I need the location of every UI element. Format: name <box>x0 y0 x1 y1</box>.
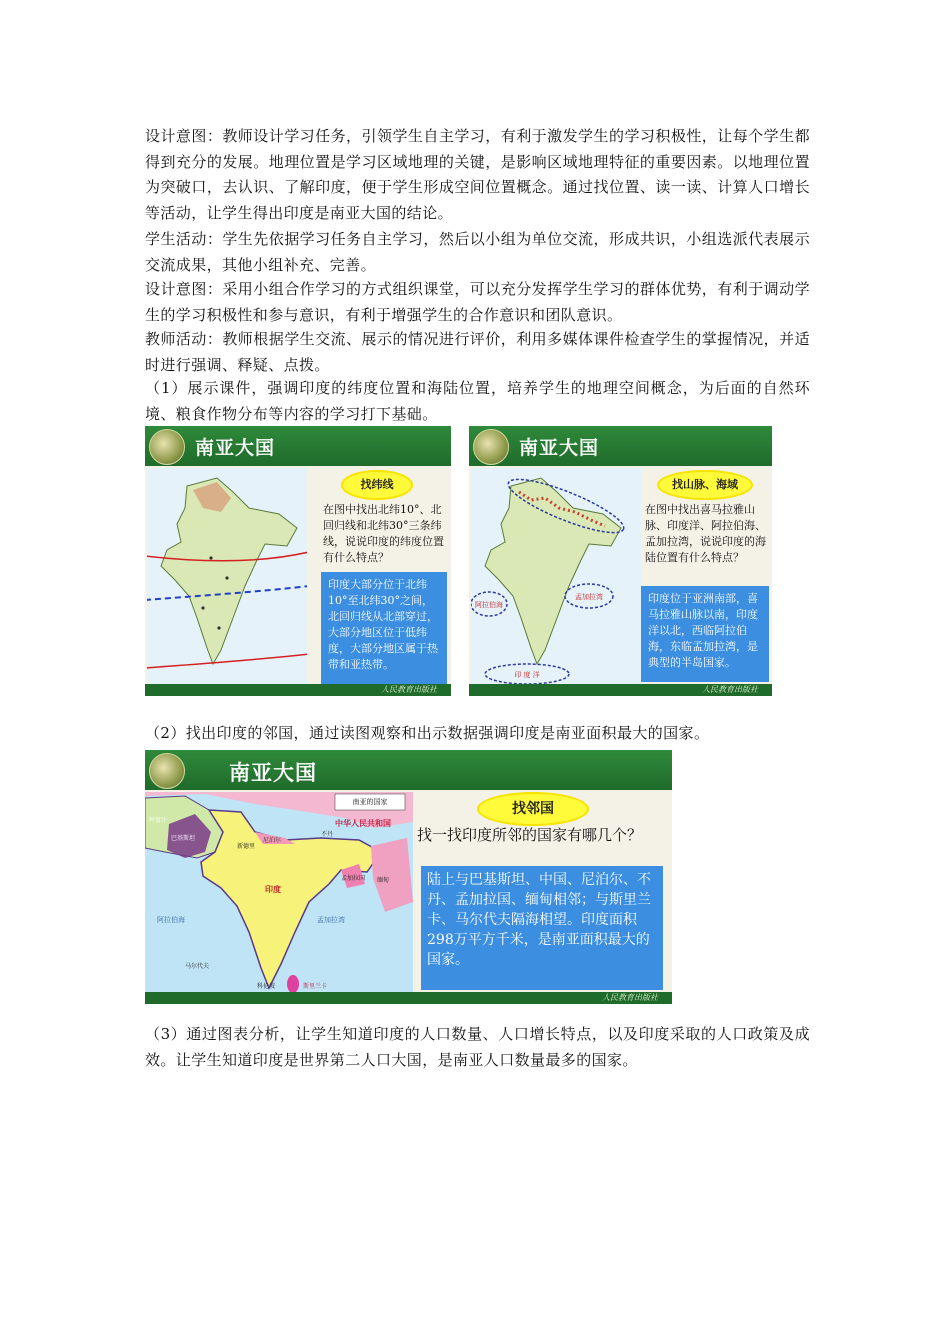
slide-footer <box>145 992 672 1004</box>
slide-neighbors <box>145 750 672 1004</box>
publisher-label: 人民教育出版社 <box>602 993 658 1002</box>
south-asia-countries-map <box>145 792 413 996</box>
slide-header <box>145 426 451 466</box>
map-label-new-delhi: 新德里 <box>237 843 256 850</box>
map-label-arabian-sea: 阿拉伯海 <box>475 601 503 609</box>
slide-title: 南亚大国 <box>195 437 276 459</box>
map-label-colombo: 科伦坡 <box>257 983 276 990</box>
slide-answer: 印度大部分位于北纬10°至北纬30°之间，北回归线从北部穿过，大部分地区位于低纬度，大部分地区属于热带和亚热带。 <box>321 572 447 684</box>
paragraph-teacher-activity: 教师活动：教师根据学生交流、展示的情况进行评价，利用多媒体课件检查学生的掌握情况，并适时进行强调、释疑、点拨。 <box>145 330 810 374</box>
map-title: 南亚的国家 <box>352 798 388 806</box>
map-label-maldives: 马尔代夫 <box>185 963 210 970</box>
india-latitude-map <box>147 468 307 684</box>
slide-logo-icon <box>473 429 509 465</box>
slide-question: 在图中找出北纬10°、北回归线和北纬30°三条纬线，说说印度的纬度位置有什么特点？ <box>323 503 444 564</box>
slide-footer <box>145 684 451 696</box>
paragraph-step-1: （1）展示课件，强调印度的纬度位置和海陆位置，培养学生的地理空间概念，为后面的自然环境、粮食作物分布等内容的学习打下基础。 <box>145 379 810 423</box>
slide-logo-icon <box>149 753 185 789</box>
slide-latitude <box>145 426 451 696</box>
map-label-pakistan: 巴基斯坦 <box>171 835 196 842</box>
slide-question: 在图中找出喜马拉雅山脉、印度洋、阿拉伯海、孟加拉湾，说说印度的海陆位置有什么特点？ <box>645 503 766 564</box>
map-label-bhutan: 不丹 <box>321 831 334 838</box>
map-label-india: 印度 <box>265 885 281 894</box>
map-label-bangladesh: 孟加拉国 <box>341 875 366 882</box>
slide-bubble: 找山脉、海域 <box>657 470 753 500</box>
slide-answer: 陆上与巴基斯坦、中国、尼泊尔、不丹、孟加拉国、缅甸相邻；与斯里兰卡、马尔代夫隔海相望。印度面积298万平方千米，是南亚面积最大的国家。 <box>421 866 663 990</box>
publisher-label: 人民教育出版社 <box>702 685 758 694</box>
map-label-arabian-sea: 阿拉伯海 <box>157 916 185 924</box>
slide-footer <box>469 684 772 696</box>
paragraph-design-intent-1: 设计意图：教师设计学习任务，引领学生自主学习，有利于激发学生的学习积极性，让每个学生都得到充分的发展。地理位置是学习区域地理的关键，是影响区域地理特征的重要因素。以地理位置为突破口，去认识、了解印度，便于学生形成空间位置概念。通过找位置、读一读、计算人口增长等活动，让学生得出印度是南亚大国的结论。 <box>145 127 810 222</box>
slide-question: 找一找印度所邻的国家有哪几个？ <box>417 826 643 844</box>
map-label-bay-of-bengal: 孟加拉湾 <box>317 916 345 924</box>
slide-answer: 印度位于亚洲南部，喜马拉雅山脉以南，印度洋以北，西临阿拉伯海，东临孟加拉湾，是典型的半岛国家。 <box>641 586 769 682</box>
slide-logo-icon <box>149 429 185 465</box>
map-label-nepal: 尼泊尔 <box>263 837 282 844</box>
slide-title: 南亚大国 <box>519 437 600 459</box>
publisher-label: 人民教育出版社 <box>381 685 437 694</box>
map-label-indian-ocean: 印 度 洋 <box>514 671 540 679</box>
slide-sea-land <box>469 426 772 696</box>
map-label-afghanistan: 阿富汗 <box>149 817 168 824</box>
slide-header <box>469 426 772 466</box>
paragraph-step-3: （3）通过图表分析，让学生知道印度的人口数量、人口增长特点，以及印度采取的人口政策及成效。让学生知道印度是世界第二人口大国，是南亚人口数量最多的国家。 <box>145 1025 810 1069</box>
slide-bubble: 找邻国 <box>477 792 589 826</box>
map-label-myanmar: 缅甸 <box>377 877 390 884</box>
paragraph-design-intent-2: 设计意图：采用小组合作学习的方式组织课堂，可以充分发挥学生学习的群体优势，有利于调动学生的学习积极性和参与意识，有利于增强学生的合作意识和团队意识。 <box>145 280 810 324</box>
india-sea-land-map <box>471 468 641 684</box>
paragraph-step-2: （2）找出印度的邻国，通过读图观察和出示数据强调印度是南亚面积最大的国家。 <box>145 724 710 742</box>
map-label-sri-lanka: 斯里兰卡 <box>303 983 328 990</box>
paragraph-student-activity: 学生活动：学生先依据学习任务自主学习，然后以小组为单位交流，形成共识，小组选派代表展示交流成果，其他小组补充、完善。 <box>145 230 810 274</box>
slide-header <box>145 750 672 790</box>
map-label-bay-of-bengal: 孟加拉湾 <box>575 593 603 601</box>
slide-title: 南亚大国 <box>229 761 317 785</box>
slide-bubble: 找纬线 <box>341 470 413 500</box>
map-label-china: 中华人民共和国 <box>335 819 391 828</box>
